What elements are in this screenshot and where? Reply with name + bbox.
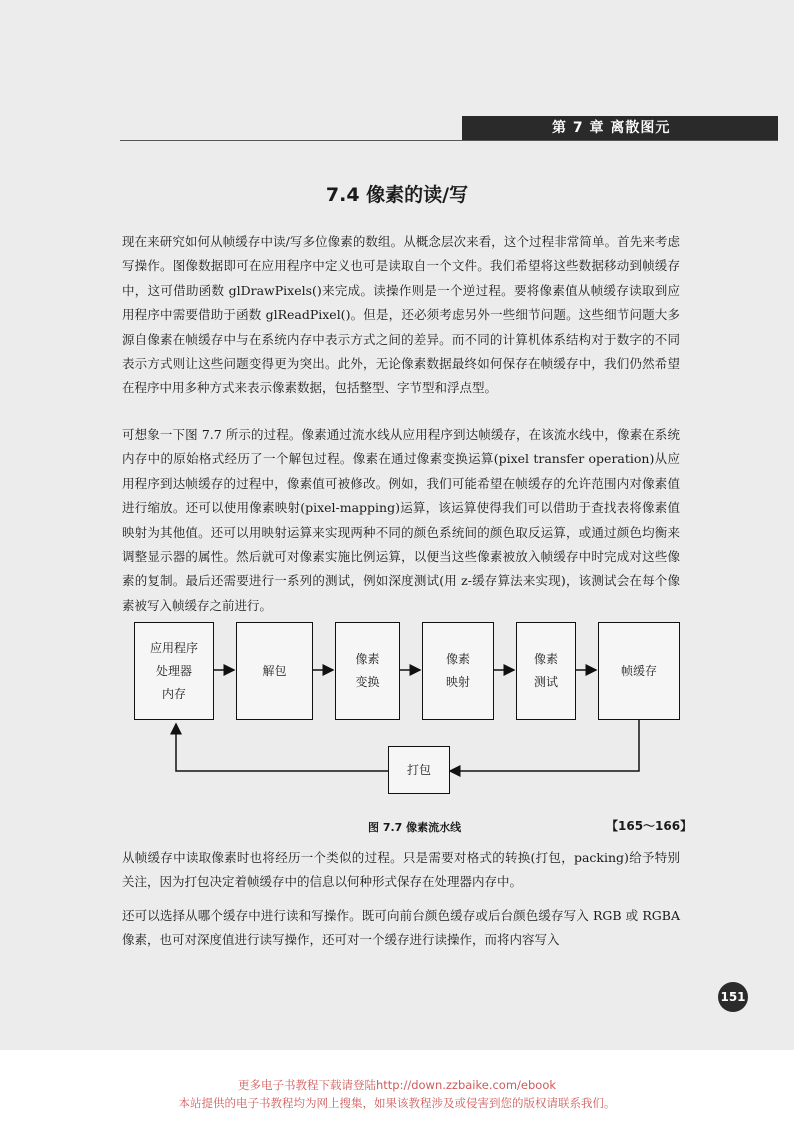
chapter-header: 第 7 章 离散图元: [462, 116, 778, 140]
section-title: 7.4 像素的读/写: [325, 184, 469, 206]
paragraph-4: 还可以选择从哪个缓存中进行读和写操作。既可向前台颜色缓存或后台颜色缓存写入 RGB 或 RGBA 像素，也可对深度值进行读写操作，还可对一个缓存进行读操作，而将内容写入: [122, 908, 680, 948]
pixel-pipeline-diagram: [126, 618, 686, 790]
paragraph-1: 现在来研究如何从帧缓存中读/写多位像素的数组。从概念层次来看，这个过程非常简单。首先来考虑写操作。图像数据即可在应用程序中定义也可是读取自一个文件。我们希望将这些数据移动到帧缓存中，这可借助函数 glDrawPixels()来完成。读操作则是一个逆过程。要将像素值从帧缓存读取到应用程序中需要借助于函数 glReadPixel()。但是，还必须考虑另外一些细节问题。这些细节问题大多源自像素在帧缓存中与在系统内存中表示方式之间的差异。而不同的计算机体系结构对于数字的不同表示方式则让这些问题变得更为突出。此外，无论像素数据最终如何保存在帧缓存中，我们仍然希望在程序中用多种方式来表示像素数据，包括整型、字节型和浮点型。: [122, 234, 680, 396]
paragraph-2: 可想象一下图 7.7 所示的过程。像素通过流水线从应用程序到达帧缓存，在该流水线中，像素在系统内存中的原始格式经历了一个解包过程。像素在通过像素变换运算(pixel transfer operation)从应用程序到达帧缓存的过程中，像素值可被修改。例如，我们可能希望在帧缓存的允许范围内对像素值进行缩放。还可以使用像素映射(pixel-mapping)运算，该运算使得我们可以借助于查找表将像素值映射为其他值。还可以用映射运算来实现两种不同的颜色系统间的颜色取反运算，或通过颜色均衡来调整显示器的属性。然后就可对像素实施比例运算，以便当这些像素被放入帧缓存中时完成对这些像素的复制。最后还需要进行一系列的测试，例如深度测试(用 z-缓存算法来实现)，该测试会在每个像素被写入帧缓存之前进行。: [122, 427, 680, 613]
arrow-fb-pack: [450, 720, 639, 771]
pixel-transfer-box: 像素 变换: [335, 622, 400, 720]
figure-caption: 图 7.7 像素流水线: [368, 821, 462, 834]
header-rule: [120, 140, 778, 141]
arrow-pack-app: [176, 724, 388, 771]
footer-disclaimer: 本站提供的电子书教程均为网上搜集，如果该教程涉及或侵害到您的版权请联系我们。: [178, 1096, 616, 1110]
app-memory-box: 应用程序 处理器 内存: [134, 622, 214, 720]
pack-box: 打包: [388, 746, 450, 794]
pixel-map-box: 像素 映射: [422, 622, 494, 720]
paragraph-3: 从帧缓存中读取像素时也将经历一个类似的过程。只是需要对格式的转换(打包，packing)给予特别关注，因为打包决定着帧缓存中的信息以何种形式保存在处理器内存中。: [122, 850, 680, 890]
figure-reference: 【165～166】: [606, 819, 693, 833]
pixel-test-box: 像素 测试: [516, 622, 576, 720]
unpack-box: 解包: [236, 622, 313, 720]
footer-download-link[interactable]: 更多电子书教程下载请登陆http://down.zzbaike.com/ebook: [237, 1078, 557, 1092]
framebuffer-box: 帧缓存: [598, 622, 680, 720]
page-number: 151: [718, 982, 748, 1012]
